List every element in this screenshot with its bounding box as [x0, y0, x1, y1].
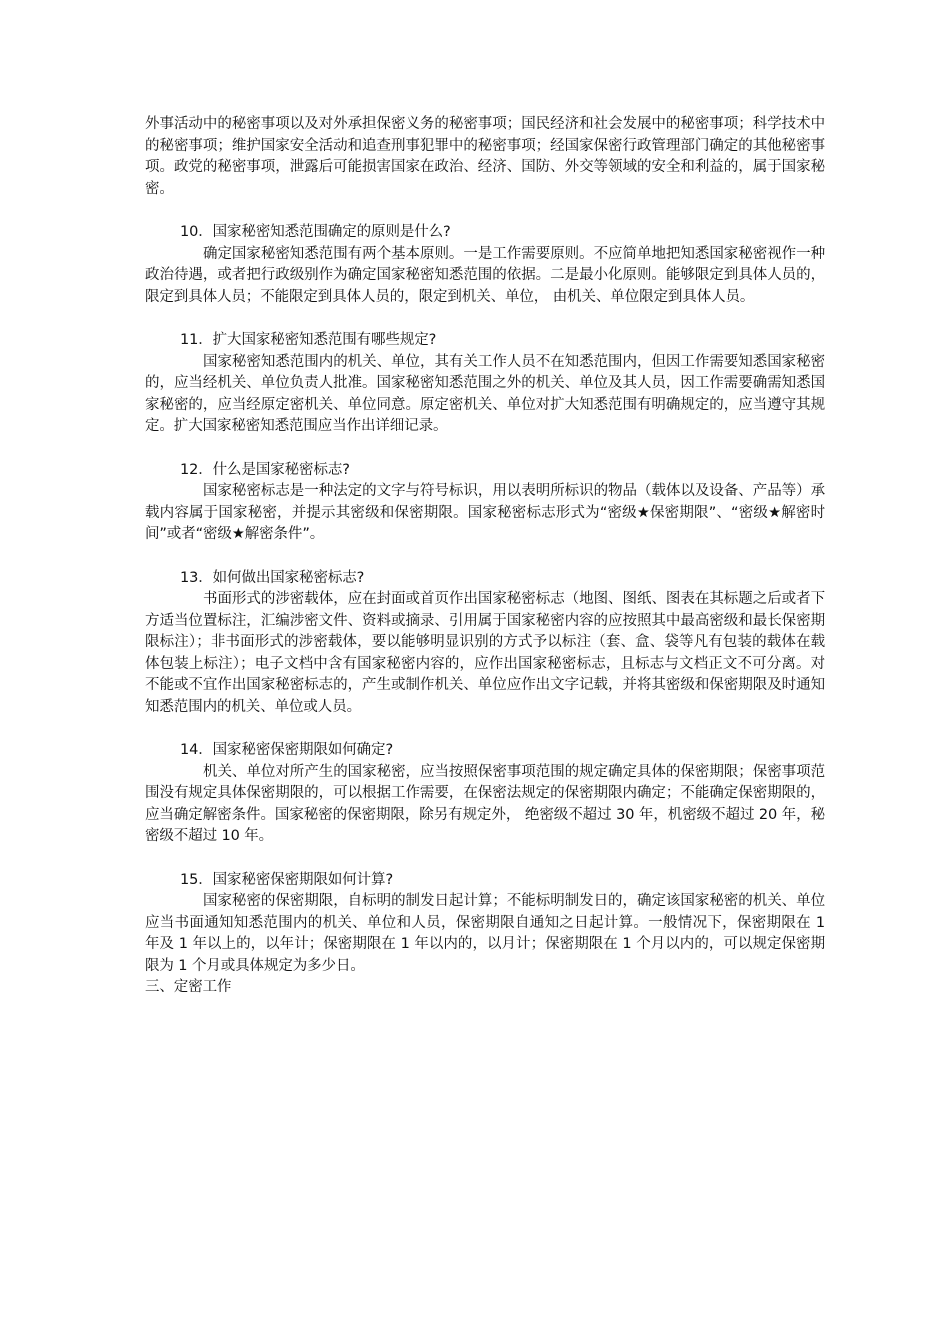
intro-paragraph: 外事活动中的秘密事项以及对外承担保密义务的秘密事项；国民经济和社会发展中的秘密事项；科学技术中的秘密事项；维护国家安全活动和追查刑事犯罪中的秘密事项；经国家保密行政管理部门确定的其他秘密事项。政党的秘密事项，泄露后可能损害国家在政治、经济、国防、外交等领域的安全和利益的，属于国家秘密。	[145, 116, 825, 197]
question-heading: 13．如何做出国家秘密标志?	[180, 569, 365, 586]
qa-item-10	[145, 222, 825, 308]
document-body	[145, 114, 825, 999]
qa-item-11	[145, 330, 825, 438]
question-heading: 10．国家秘密知悉范围确定的原则是什么?	[180, 224, 451, 240]
question-heading: 12．什么是国家秘密标志?	[180, 461, 350, 478]
qa-item-13	[145, 568, 825, 719]
answer-paragraph: 机关、单位对所产生的国家秘密，应当按照保密事项范围的规定确定具体的保密期限；保密事项范围没有规定具体保密期限的，可以根据工作需要，在保密法规定的保密期限内确定；不能确定保密期限的，应当确定解密条件。国家秘密的保密期限，除另有规定外， 绝密级不超过 30 年，机密级不超过 20 年，秘密级不超过 10 年。	[145, 763, 825, 844]
question-heading: 11．扩大国家秘密知悉范围有哪些规定?	[180, 332, 437, 348]
qa-item-12	[145, 460, 825, 546]
question-heading: 15．国家秘密保密期限如何计算?	[180, 871, 394, 888]
qa-item-14	[145, 740, 825, 848]
answer-paragraph: 书面形式的涉密载体，应在封面或首页作出国家秘密标志（地图、图纸、图表在其标题之后或者下方适当位置标注，汇编涉密文件、资料或摘录、引用属于国家秘密内容的应按照其中最高密级和最长保密期限标注）；非书面形式的涉密载体，要以能够明显识别的方式予以标注（套、盒、袋等凡有包装的载体在载体包装上标注）；电子文档中含有国家秘密内容的，应作出国家秘密标志，且标志与文档正文不可分离。对不能或不宜作出国家秘密标志的，产生或制作机关、单位应作出文字记载，并将其密级和保密期限及时通知知悉范围内的机关、单位或人员。	[145, 591, 825, 715]
qa-item-15	[145, 870, 825, 978]
answer-paragraph: 国家秘密标志是一种法定的文字与符号标识，用以表明所标识的物品（载体以及设备、产品等）承载内容属于国家秘密，并提示其密级和保密期限。国家秘密标志形式为“密级★保密期限”、“密级★解密时间”或者“密级★解密条件”。	[145, 483, 825, 542]
question-heading: 14．国家秘密保密期限如何确定?	[180, 742, 394, 758]
answer-paragraph: 确定国家秘密知悉范围有两个基本原则。一是工作需要原则。不应简单地把知悉国家秘密视作一种政治待遇，或者把行政级别作为确定国家秘密知悉范围的依据。二是最小化原则。能够限定到具体人员的，限定到具体人员；不能限定到具体人员的，限定到机关、单位， 由机关、单位限定到具体人员。	[145, 245, 825, 305]
section-heading: 三、定密工作	[145, 979, 232, 995]
answer-paragraph: 国家秘密的保密期限，自标明的制发日起计算；不能标明制发日的，确定该国家秘密的机关、单位应当书面通知知悉范围内的机关、单位和人员，保密期限自通知之日起计算。一般情况下，保密期限在 1 年及 1 年以上的，以年计；保密期限在 1 年以内的，以月计；保密期限在 1 个月以内的，可以规定保密期限为 1 个月或具体规定为多少日。	[145, 893, 825, 974]
answer-paragraph: 国家秘密知悉范围内的机关、单位，其有关工作人员不在知悉范围内，但因工作需要知悉国家秘密的，应当经机关、单位负责人批准。国家秘密知悉范围之外的机关、单位及其人员，因工作需要确需知悉国家秘密的，应当经原定密机关、单位同意。原定密机关、单位对扩大知悉范围有明确规定的，应当遵守其规定。扩大国家秘密知悉范围应当作出详细记录。	[145, 353, 825, 434]
